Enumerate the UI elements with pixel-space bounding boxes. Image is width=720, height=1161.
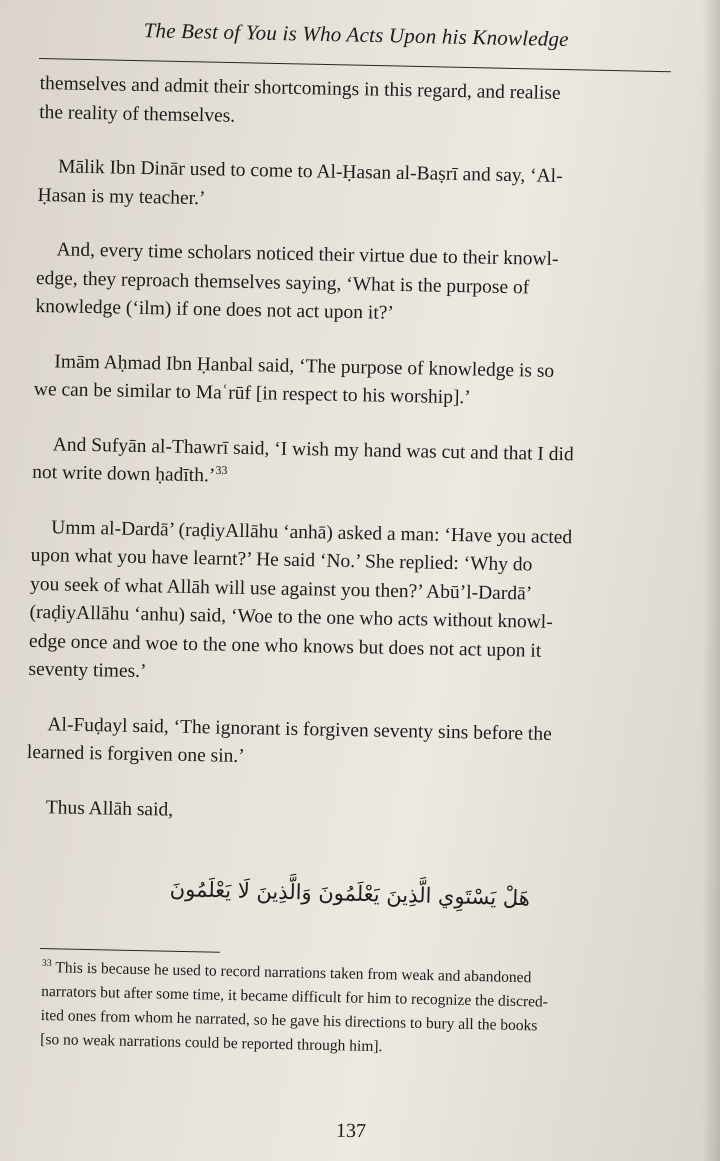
text-line: edge, they reproach themselves saying, ‘What is the purpose of xyxy=(35,267,530,298)
text-line: seventy times.’ xyxy=(28,658,147,683)
text-line: knowledge (‘ilm) if one does not act upon it?’ xyxy=(35,295,395,324)
paragraph-thus-allah xyxy=(26,793,660,834)
text-line: themselves and admit their shortcomings in this regard, and realise xyxy=(39,72,561,104)
arabic-verse: هَلْ يَسْتَوِي الَّذِينَ يَعْلَمُونَ وَالَّذِينَ لَا يَعْلَمُونَ xyxy=(169,876,531,911)
footnote-line: ited ones from whom he narrated, so he gave his directions to bury all the books xyxy=(40,1006,538,1035)
text-line: the reality of themselves. xyxy=(38,101,236,127)
text-line: learned is forgiven one sin.’ xyxy=(26,741,245,768)
page-number: 137 xyxy=(335,1119,367,1143)
text-line: Thus Allāh said, xyxy=(45,796,174,821)
text-line: Al-Fuḍayl said, ‘The ignorant is forgiven seventy sins before the xyxy=(47,713,552,745)
running-head-title: The Best of You is Who Acts Upon his Knowledge xyxy=(143,18,569,52)
paragraph-scholars xyxy=(35,236,671,334)
paragraph-imam-ahmad xyxy=(34,347,669,416)
footnote-line: narrators but after some time, it became difficult for him to recognize the discred- xyxy=(41,982,549,1011)
footnote-line-text: This is because he used to record narrations taken from weak and abandoned xyxy=(55,959,532,987)
text-line: Mālik Ibn Dinār used to come to Al-Ḥasan al-Baṣrī and say, ‘Al- xyxy=(57,156,563,188)
body-text xyxy=(25,70,674,860)
text-line: you seek of what Allāh will use against you then?’ Abū’l-Dardā’ xyxy=(29,573,533,605)
footnote-line: [so no weak narrations could be reported through him]. xyxy=(40,1030,383,1056)
text-line: Umm al-Dardā’ (raḍiyAllāhu ‘anhā) asked a man: ‘Have you acted xyxy=(51,516,573,548)
text-line: Imām Aḥmad Ibn Ḥanbal said, ‘The purpose of knowledge is so xyxy=(54,350,555,382)
text-line: upon what you have learnt?’ He said ‘No.’ She replied: ‘Why do xyxy=(30,544,533,576)
text-line-content: not write down ḥadīth.’ xyxy=(32,461,216,487)
text-line: edge once and woe to the one who knows but does not act upon it xyxy=(28,630,542,662)
text-line: And Sufyān al-Thawrī said, ‘I wish my hand was cut and that I did xyxy=(52,433,574,465)
text-line: Ḥasan is my teacher.’ xyxy=(37,184,206,209)
text-line: And, every time scholars noticed their virtue due to their knowl- xyxy=(56,239,559,270)
text-line: (raḍiyAllāhu ‘anhu) said, ‘Woe to the one who acts without knowl- xyxy=(29,601,553,633)
paragraph-umm-darda xyxy=(28,513,665,696)
paragraph-sufyan xyxy=(32,430,667,499)
paragraph-fudayl xyxy=(27,710,662,779)
running-head-rule xyxy=(39,58,671,72)
footnote xyxy=(40,956,662,1065)
footnote-number: 33 xyxy=(41,957,52,970)
paragraph-malik xyxy=(37,153,672,222)
text-line: we can be similar to Maʿrūf [in respect to his worship].’ xyxy=(33,378,471,409)
page-edge-shadow xyxy=(702,0,720,1161)
footnote-rule xyxy=(40,948,220,953)
footnote-reference[interactable]: 33 xyxy=(215,462,228,478)
paragraph-continuation xyxy=(39,70,674,139)
